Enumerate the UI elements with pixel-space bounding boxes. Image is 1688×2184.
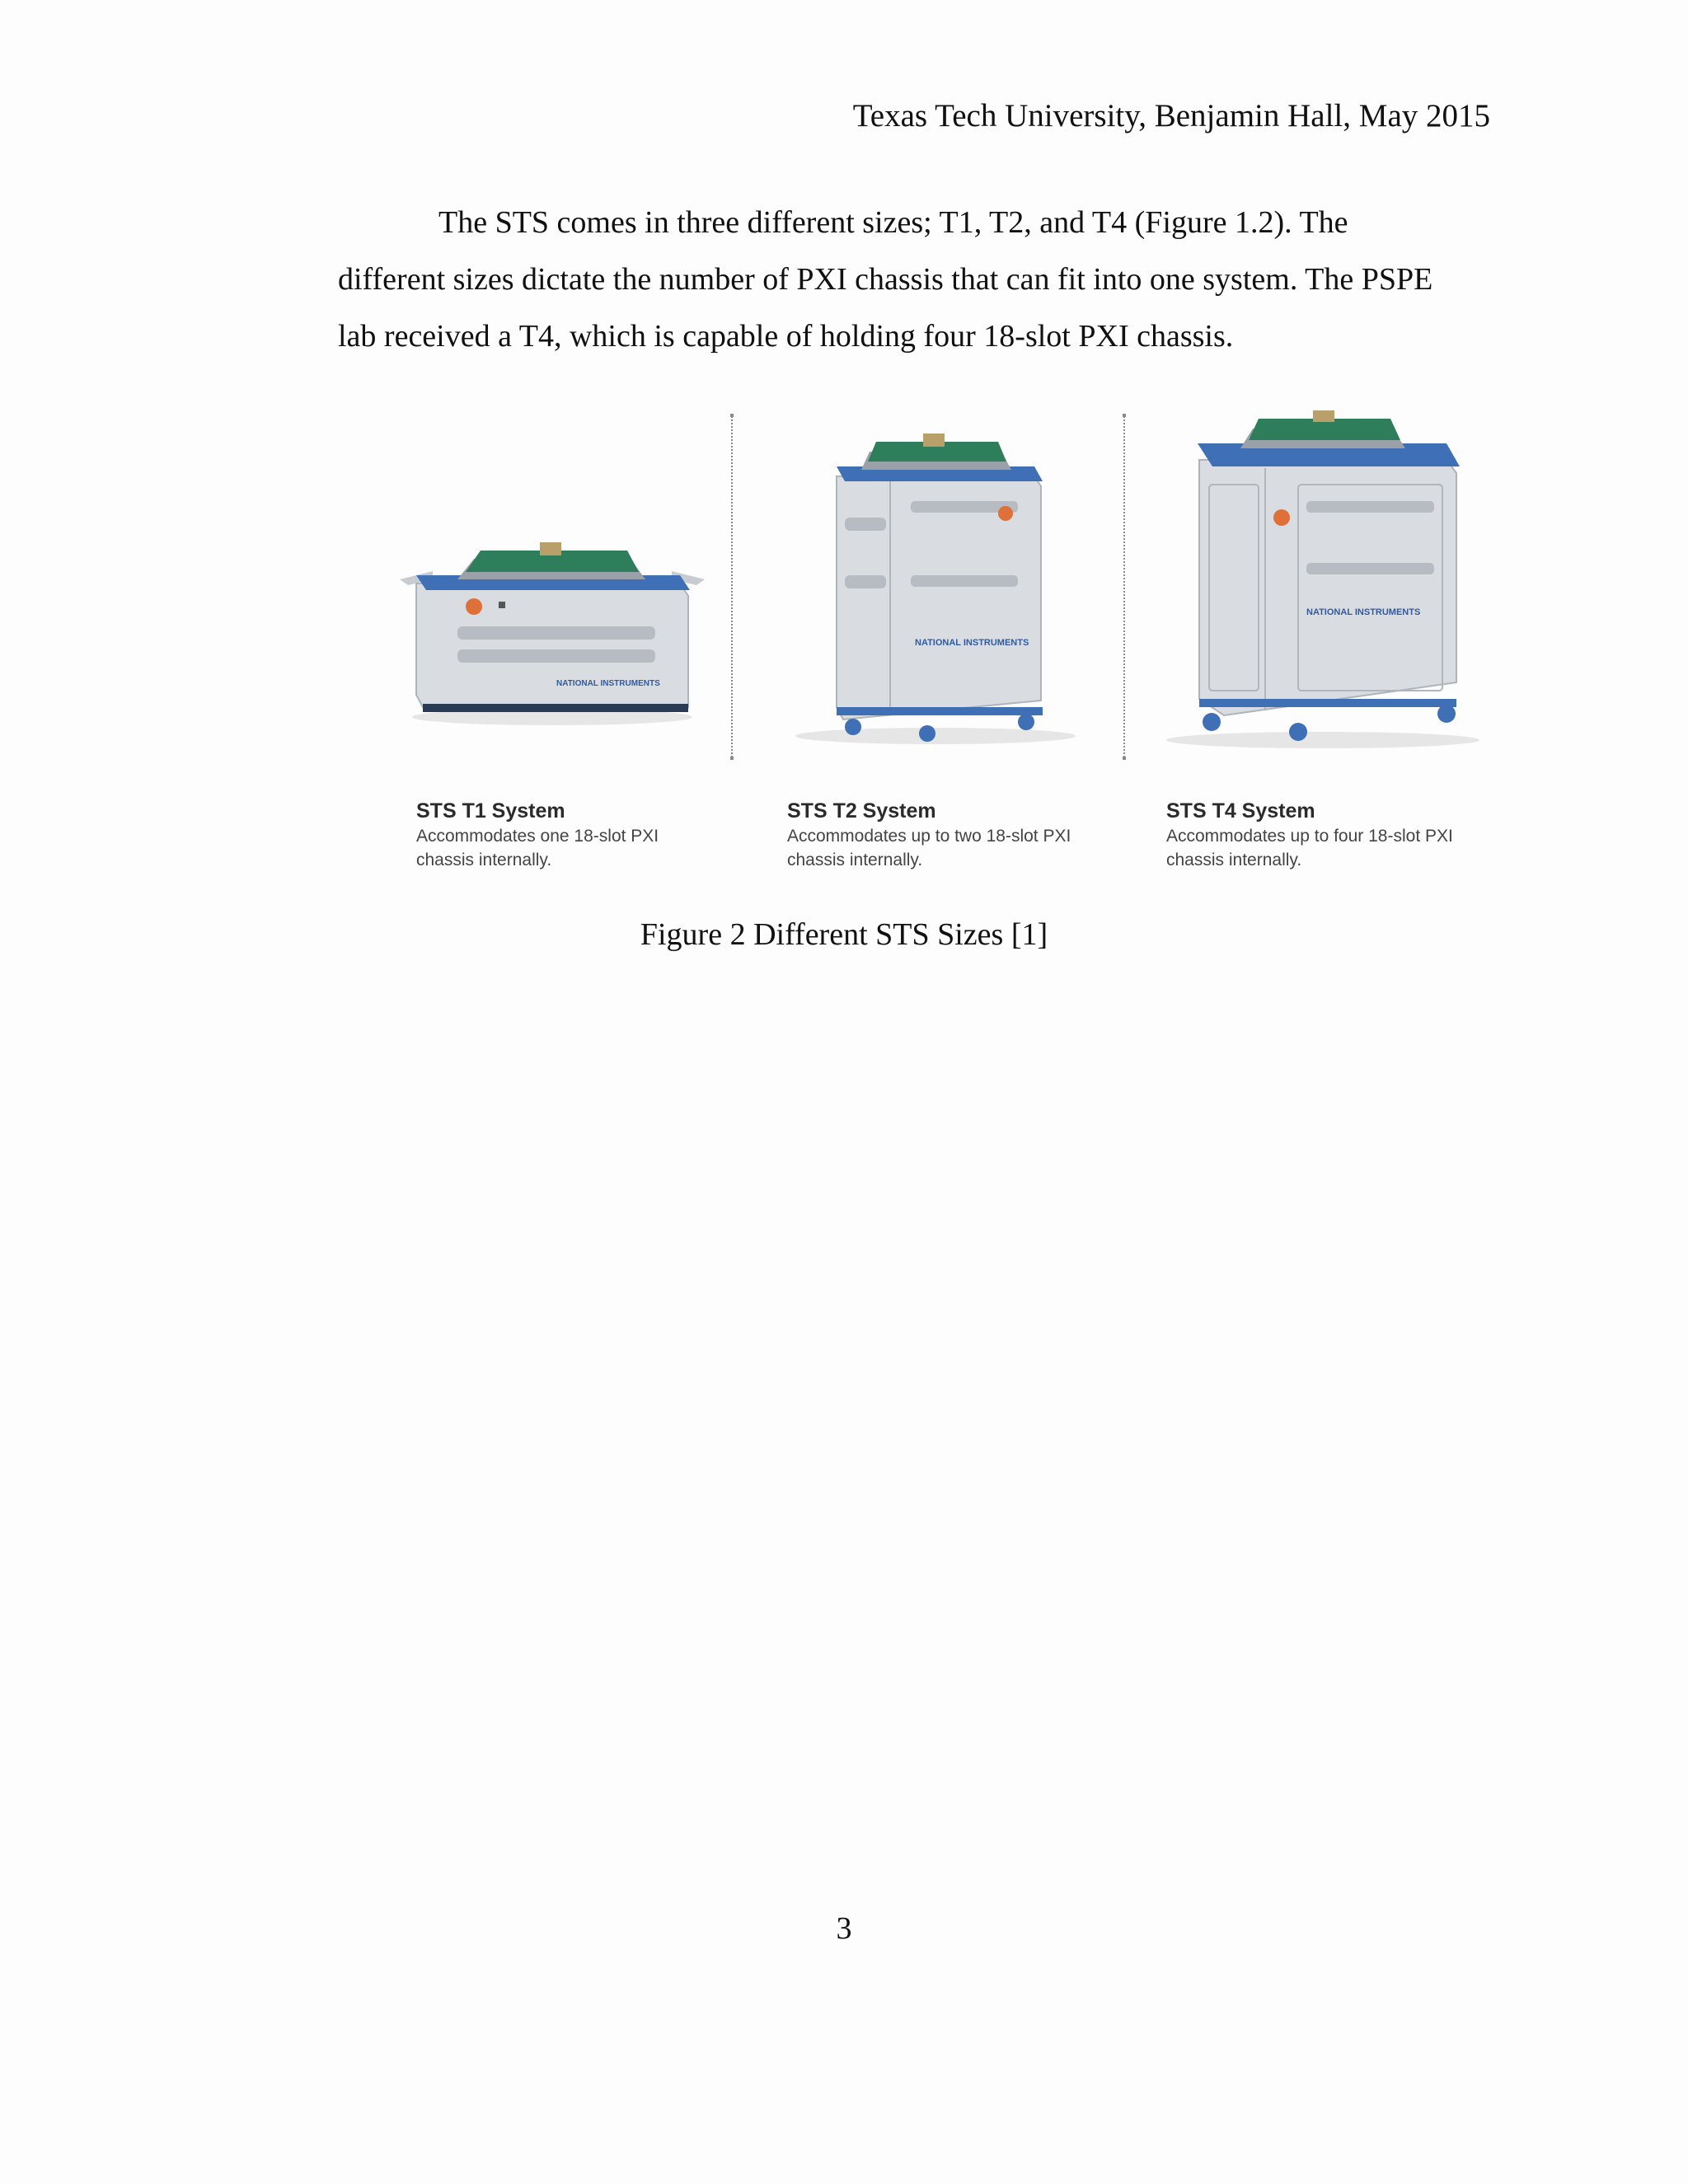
panel-title: STS T4 System xyxy=(1166,799,1315,823)
panel-caption xyxy=(1166,798,1463,872)
panel-description: Accommodates up to two 18-slot PXI chassis internally. xyxy=(787,827,1071,869)
running-header: Texas Tech University, Benjamin Hall, May 2015 xyxy=(852,98,1490,134)
ni-logo-text: NATIONAL INSTRUMENTS xyxy=(556,679,660,688)
page-number: 3 xyxy=(836,1911,852,1946)
sts-t2-cabinet-icon xyxy=(754,410,1117,757)
sts-sizes-figure xyxy=(338,410,1508,880)
figure-divider xyxy=(1123,414,1125,760)
panel-description: Accommodates one 18-slot PXI chassis internally. xyxy=(416,827,659,869)
panel-description: Accommodates up to four 18-slot PXI chassis internally. xyxy=(1166,827,1453,869)
ni-logo-text: NATIONAL INSTRUMENTS xyxy=(915,638,1029,648)
panel-caption xyxy=(416,798,713,872)
sts-t1-cabinet-icon xyxy=(383,410,729,740)
panel-caption xyxy=(787,798,1084,872)
figure-panel-t1 xyxy=(383,410,746,880)
sts-t4-cabinet-icon xyxy=(1133,410,1512,757)
panel-title: STS T2 System xyxy=(787,799,936,823)
ni-logo-text: NATIONAL INSTRUMENTS xyxy=(1306,607,1421,617)
panel-title: STS T1 System xyxy=(416,799,565,823)
paragraph-text: The STS comes in three different sizes; T1, T2, and T4 (Figure 1.2). The different sizes dictate the number of PXI chassis that can fit into one system. The PSPE lab received a T4, which is capable of holding four 18-slot PXI chassis. xyxy=(338,205,1433,354)
figure-divider xyxy=(731,414,733,760)
figure-caption: Figure 2 Different STS Sizes [1] xyxy=(640,917,1048,952)
figure-panel-t4 xyxy=(1133,410,1496,880)
figure-panel-t2 xyxy=(754,410,1117,880)
body-paragraph xyxy=(338,194,1434,365)
